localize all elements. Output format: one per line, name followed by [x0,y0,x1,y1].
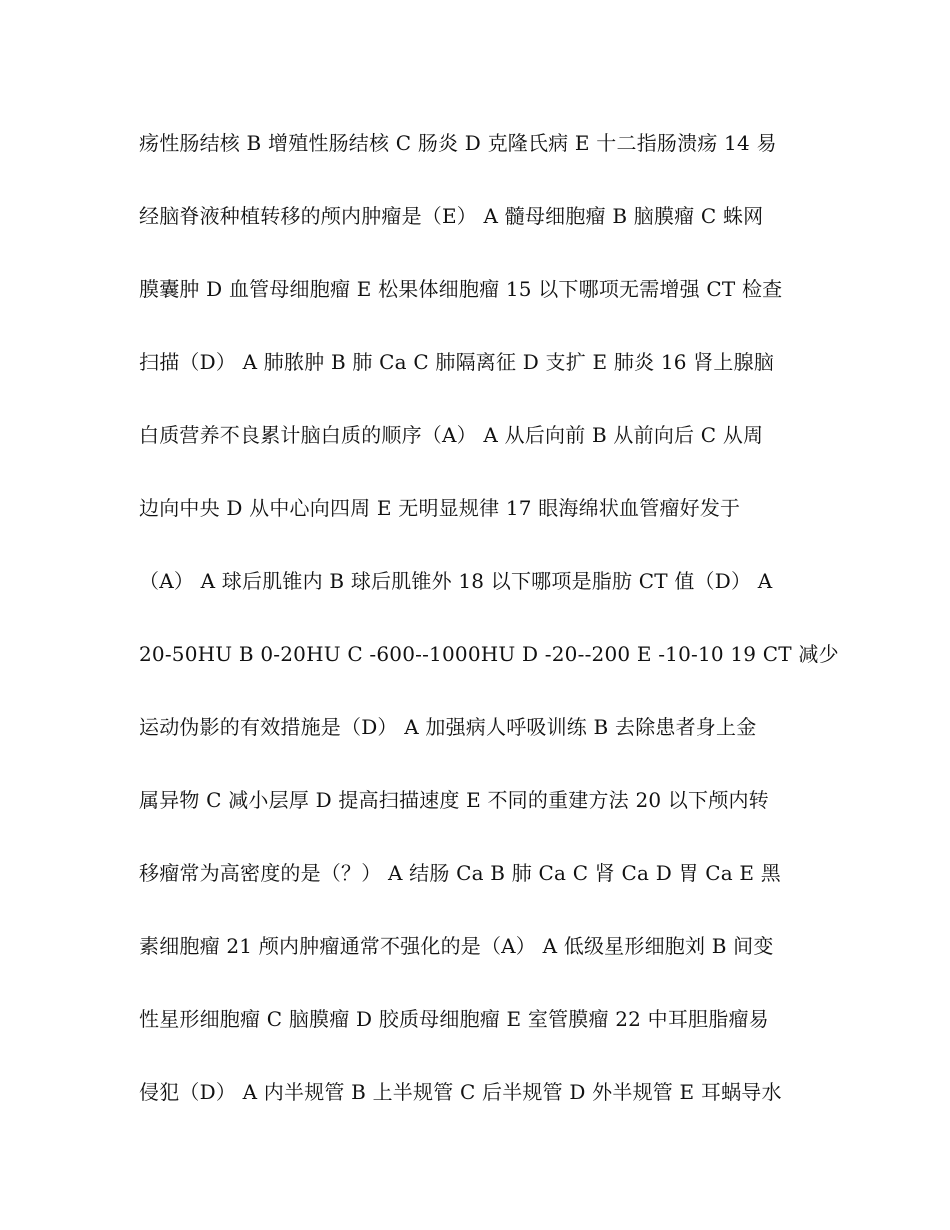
text-line: 侵犯（D） A 内半规管 B 上半规管 C 后半规管 D 外半规管 E 耳蜗导水 [139,1080,782,1104]
text-line: 属异物 C 减小层厚 D 提高扫描速度 E 不同的重建方法 20 以下颅内转 [139,788,769,812]
text-line: （A） A 球后肌锥内 B 球后肌锥外 18 以下哪项是脂肪 CT 值（D） A [139,569,773,593]
text-line: 膜囊肿 D 血管母细胞瘤 E 松果体细胞瘤 15 以下哪项无需增强 CT 检查 [139,277,783,301]
text-line: 运动伪影的有效措施是（D） A 加强病人呼吸训练 B 去除患者身上金 [139,715,757,739]
text-line: 白质营养不良累计脑白质的顺序（A） A 从后向前 B 从前向后 C 从周 [139,423,764,447]
text-line: 扫描（D） A 肺脓肿 B 肺 Ca C 肺隔离征 D 支扩 E 肺炎 16 肾上腺脑 [139,350,775,374]
text-line: 经脑脊液种植转移的颅内肿瘤是（E） A 髓母细胞瘤 B 脑膜瘤 C 蛛网 [139,204,764,228]
text-line: 移瘤常为高密度的是（？） A 结肠 Ca B 肺 Ca C 肾 Ca D 胃 Ca E 黑 [139,861,781,885]
text-line: 疡性肠结核 B 增殖性肠结核 C 肠炎 D 克隆氏病 E 十二指肠溃疡 14 易 [139,131,777,155]
text-line: 边向中央 D 从中心向四周 E 无明显规律 17 眼海绵状血管瘤好发于 [139,496,741,520]
body-text [139,124,839,1146]
text-line: 素细胞瘤 21 颅内肿瘤通常不强化的是（A） A 低级星形细胞刘 B 间变 [139,934,774,958]
text-line: 20-50HU B 0-20HU C -600--1000HU D -20--200 E -10-10 19 CT 减少 [139,642,839,666]
text-line: 性星形细胞瘤 C 脑膜瘤 D 胶质母细胞瘤 E 室管膜瘤 22 中耳胆脂瘤易 [139,1007,769,1031]
